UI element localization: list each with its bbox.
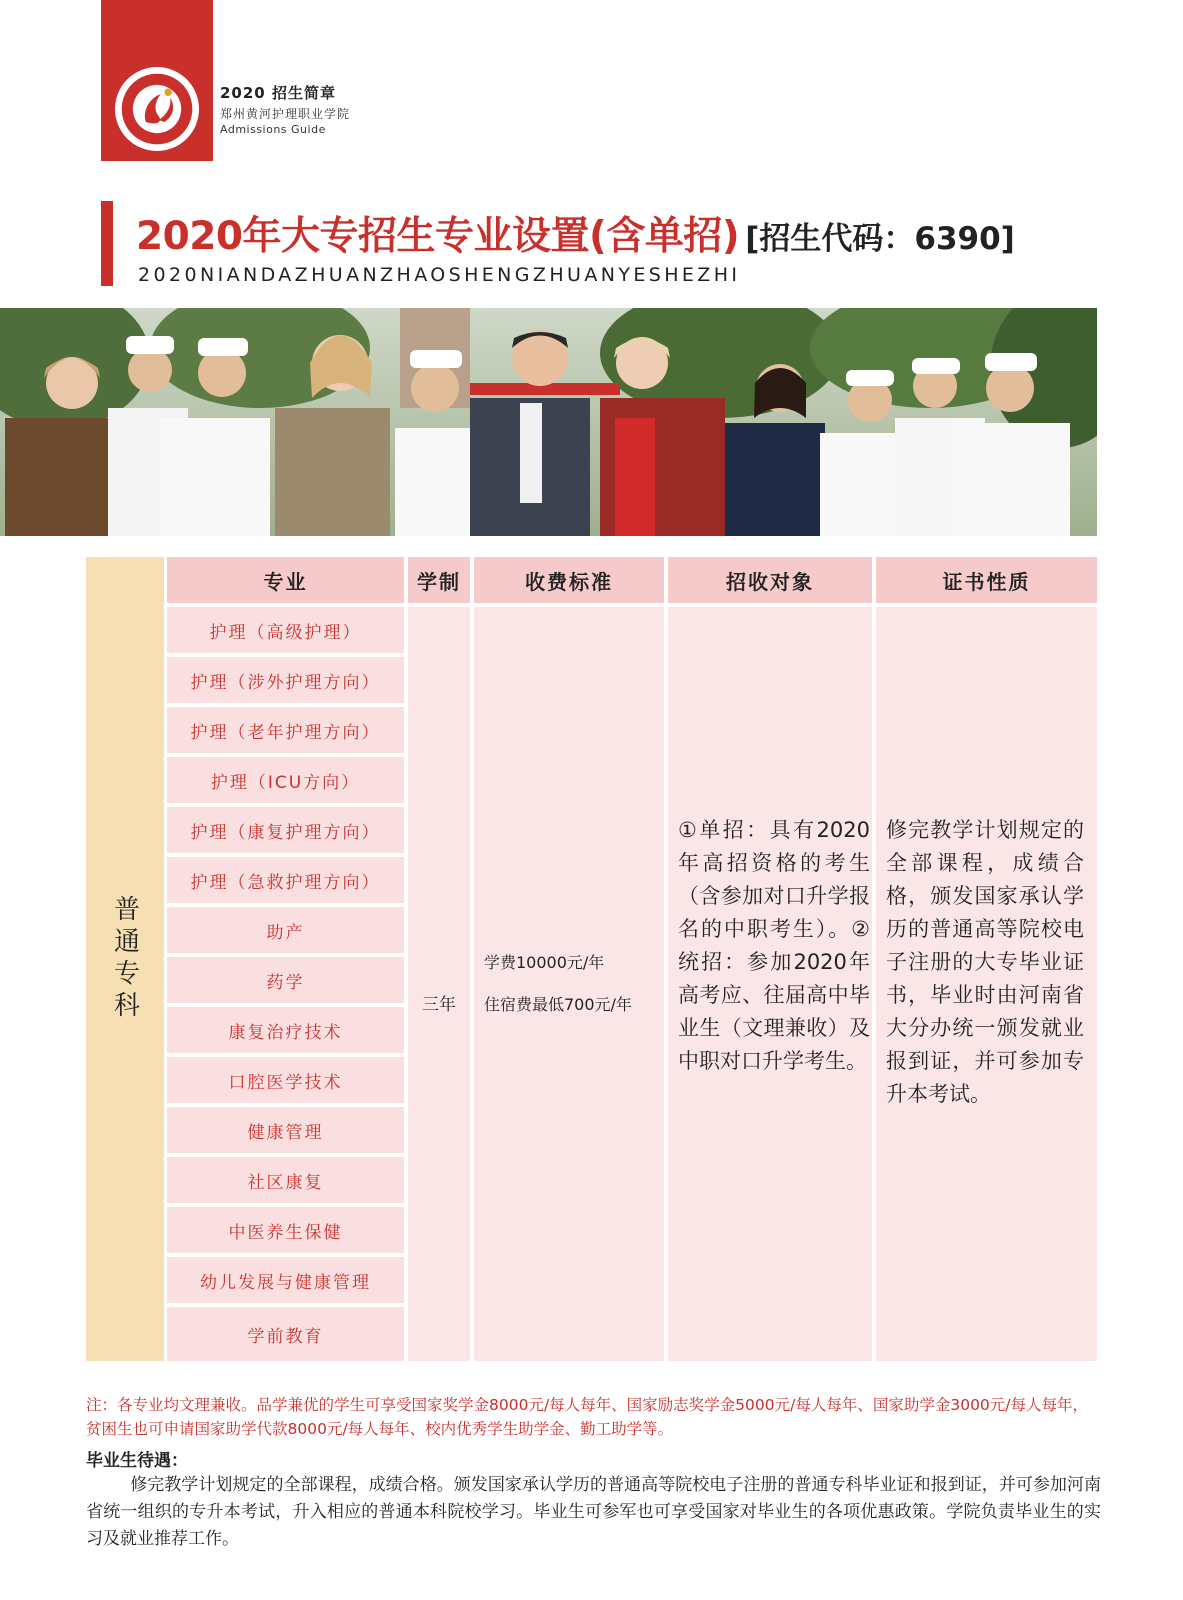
- dorm-fee: 住宿费最低700元/年: [484, 995, 632, 1014]
- title-accent-bar: [101, 201, 113, 286]
- school-name: 郑州黄河护理职业学院: [220, 107, 351, 121]
- page-title: [136, 205, 1015, 259]
- guide-english-subtitle: Admissions Guide: [220, 123, 326, 136]
- tuition-fee: 学费10000元/年: [484, 953, 605, 972]
- target-value: ①单招：具有2020年高招资格的考生（含参加对口升学报名的中职考生）。②统招：参加2020年高考应、往届高中毕业生（文理兼收）及中职对口升学考生。: [678, 818, 870, 1073]
- major-row: 幼儿发展与健康管理: [167, 1257, 404, 1303]
- majors-table: [167, 557, 1097, 1361]
- header-target: 招收对象: [668, 557, 872, 603]
- major-row: 健康管理: [167, 1107, 404, 1153]
- fees-value: [484, 942, 632, 1026]
- major-row: 护理（康复护理方向）: [167, 807, 404, 853]
- page-title-main: 2020年大专招生专业设置(含单招): [136, 214, 740, 259]
- major-row: 口腔医学技术: [167, 1057, 404, 1103]
- category-column: [86, 557, 164, 1361]
- graduate-benefits-title: 毕业生待遇：: [86, 1451, 188, 1471]
- header-certificate: 证书性质: [876, 557, 1097, 603]
- group-photo: [0, 308, 1097, 536]
- header-major: 专业: [167, 557, 404, 603]
- enrollment-code: [招生代码：6390]: [745, 221, 1015, 257]
- title-pinyin: 2020NIANDAZHUANZHAOSHENGZHUANYESHEZHI: [138, 264, 741, 286]
- duration-cell: [408, 607, 470, 1361]
- guide-title: 2020 招生简章: [220, 84, 336, 102]
- school-emblem: [115, 67, 199, 151]
- major-row: 护理（ICU方向）: [167, 757, 404, 803]
- major-row: 社区康复: [167, 1157, 404, 1203]
- certificate-cell: [876, 607, 1097, 1361]
- fees-cell: [474, 607, 664, 1361]
- category-label: 普通专科: [109, 895, 140, 1023]
- major-row: 中医养生保健: [167, 1207, 404, 1253]
- school-logo-banner: [101, 0, 213, 161]
- major-row: 护理（高级护理）: [167, 607, 404, 653]
- certificate-value: 修完教学计划规定的全部课程，成绩合格，颁发国家承认学历的普通高等院校电子注册的大专毕业证书，毕业时由河南省大分办统一颁发就业报到证，并可参加专升本考试。: [886, 818, 1084, 1106]
- header-duration: 学制: [408, 557, 470, 603]
- major-row: 助产: [167, 907, 404, 953]
- major-row: 护理（老年护理方向）: [167, 707, 404, 753]
- major-row: 药学: [167, 957, 404, 1003]
- major-row: 护理（涉外护理方向）: [167, 657, 404, 703]
- header-fees: 收费标准: [474, 557, 664, 603]
- major-row: 康复治疗技术: [167, 1007, 404, 1053]
- graduate-benefits-body: 修完教学计划规定的全部课程，成绩合格。颁发国家承认学历的普通高等院校电子注册的普通专科毕业证和报到证，并可参加河南省统一组织的专升本考试，升入相应的普通本科院校学习。毕业生可参军也可享受国家对毕业生的各项优惠政策。学院负责毕业生的实习及就业推荐工作。: [86, 1475, 1101, 1549]
- major-row: 护理（急救护理方向）: [167, 857, 404, 903]
- scholarship-note: 注：各专业均文理兼收。品学兼优的学生可享受国家奖学金8000元/每人每年、国家励志奖学金5000元/每人每年、国家助学金3000元/每人每年，贫困生也可申请国家助学代款8000元/每人每年、校内优秀学生助学金、勤工助学等。: [86, 1396, 1089, 1438]
- major-row: 学前教育: [167, 1307, 404, 1361]
- duration-value: 三年: [422, 995, 456, 1015]
- target-cell: [668, 607, 872, 1361]
